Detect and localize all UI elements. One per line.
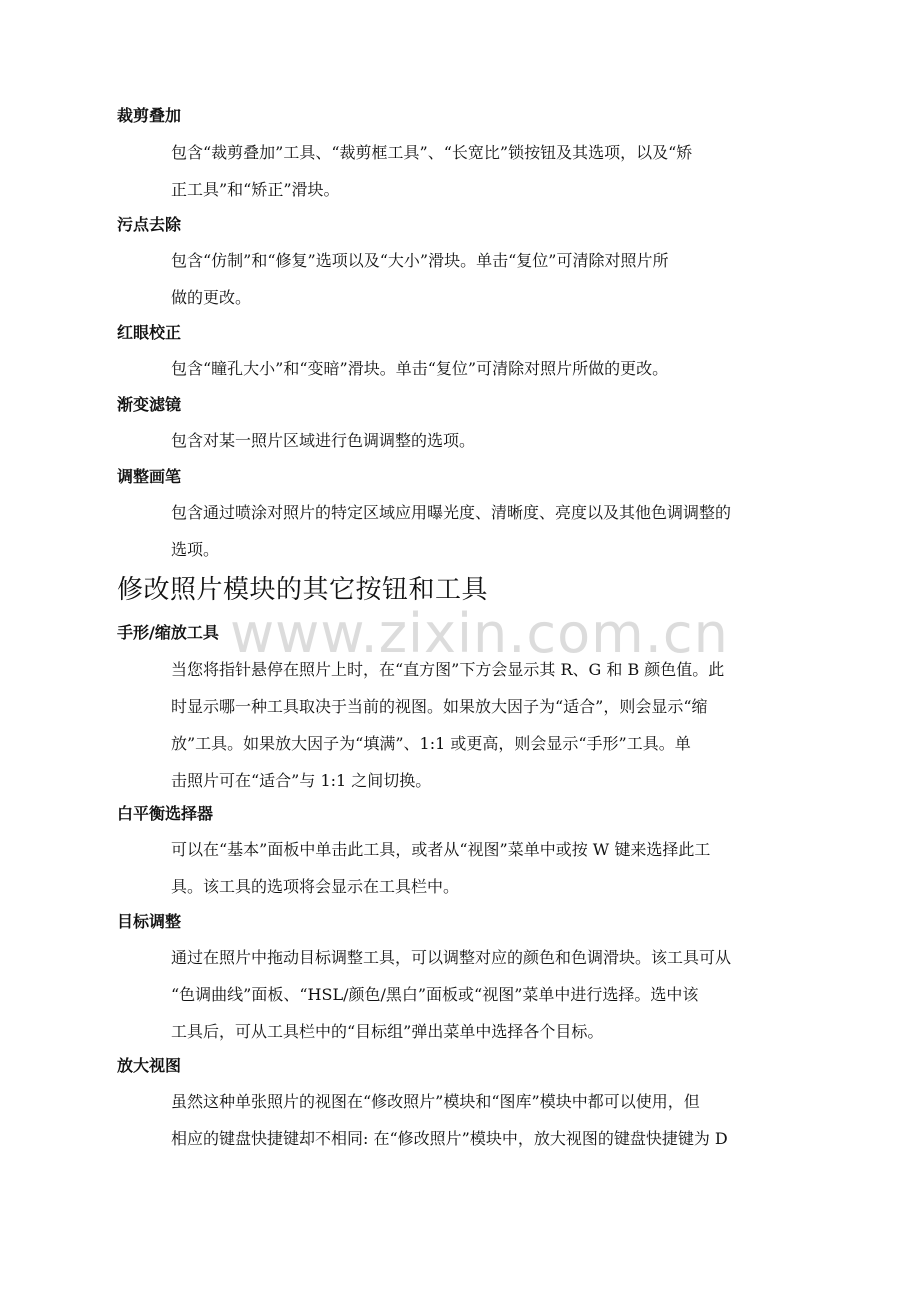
text-line: 虽然这种单张照片的视图在“修改照片”模块和“图库”模块中都可以使用，但 [171, 1092, 700, 1111]
text-line: 通过在照片中拖动目标调整工具，可以调整对应的颜色和色调滑块。该工具可从 [171, 948, 732, 967]
text-line: 击照片可在“适合”与 1:1 之间切换。 [171, 771, 432, 790]
desc-graduated-filter [171, 422, 823, 459]
desc-red-eye [171, 350, 823, 387]
text-line: 工具后，可从工具栏中的“目标组”弹出菜单中选择各个目标。 [171, 1022, 604, 1041]
desc-spot-removal [171, 242, 823, 316]
text-line: 当您将指针悬停在照片上时，在“直方图”下方会显示其 R、G 和 B 颜色值。此 [171, 660, 725, 679]
desc-loupe-view [171, 1083, 823, 1157]
text-line: 时显示哪一种工具取决于当前的视图。如果放大因子为“适合”，则会显示“缩 [171, 697, 708, 716]
term-red-eye: 红眼校正 [117, 323, 182, 342]
term-crop-overlay: 裁剪叠加 [117, 106, 182, 125]
text-line: 做的更改。 [171, 288, 252, 307]
text-line: 包含对某一照片区域进行色调调整的选项。 [171, 431, 476, 450]
text-line: 选项。 [171, 540, 220, 559]
term-targeted-adjustment: 目标调整 [117, 912, 182, 931]
desc-hand-zoom-tool [171, 651, 823, 799]
desc-targeted-adjustment [171, 939, 823, 1050]
term-hand-zoom-tool: 手形/缩放工具 [117, 623, 219, 642]
term-white-balance-selector: 白平衡选择器 [117, 804, 214, 823]
text-line: 具。该工具的选项将会显示在工具栏中。 [171, 877, 460, 896]
text-line: 相应的键盘快捷键却不相同: 在“修改照片”模块中，放大视图的键盘快捷键为 D [171, 1129, 728, 1148]
desc-white-balance-selector [171, 831, 823, 905]
text-line: 包含“裁剪叠加”工具、“裁剪框工具”、“长宽比”锁按钮及其选项，以及“矫 [171, 143, 693, 162]
text-line: 包含“瞳孔大小”和“变暗”滑块。单击“复位”可清除对照片所做的更改。 [171, 359, 669, 378]
text-line: 包含“仿制”和“修复”选项以及“大小”滑块。单击“复位”可清除对照片所 [171, 251, 669, 270]
text-line: “色调曲线”面板、“HSL/颜色/黑白”面板或“视图”菜单中进行选择。选中该 [171, 985, 699, 1004]
term-spot-removal: 污点去除 [117, 215, 182, 234]
term-adjustment-brush: 调整画笔 [117, 467, 182, 486]
text-line: 可以在“基本”面板中单击此工具，或者从“视图”菜单中或按 W 键来选择此工 [171, 840, 711, 859]
term-graduated-filter: 渐变滤镜 [117, 395, 182, 414]
desc-crop-overlay [171, 134, 823, 208]
text-line: 正工具”和“矫正”滑块。 [171, 180, 340, 199]
text-line: 放”工具。如果放大因子为“填满”、1:1 或更高，则会显示“手形”工具。单 [171, 734, 691, 753]
watermark: www.zixin.com.cn [230, 602, 729, 665]
desc-adjustment-brush [171, 494, 823, 568]
text-line: 包含通过喷涂对照片的特定区域应用曝光度、清晰度、亮度以及其他色调调整的 [171, 503, 732, 522]
term-loupe-view: 放大视图 [117, 1056, 182, 1075]
section-heading: 修改照片模块的其它按钮和工具 [117, 575, 489, 605]
